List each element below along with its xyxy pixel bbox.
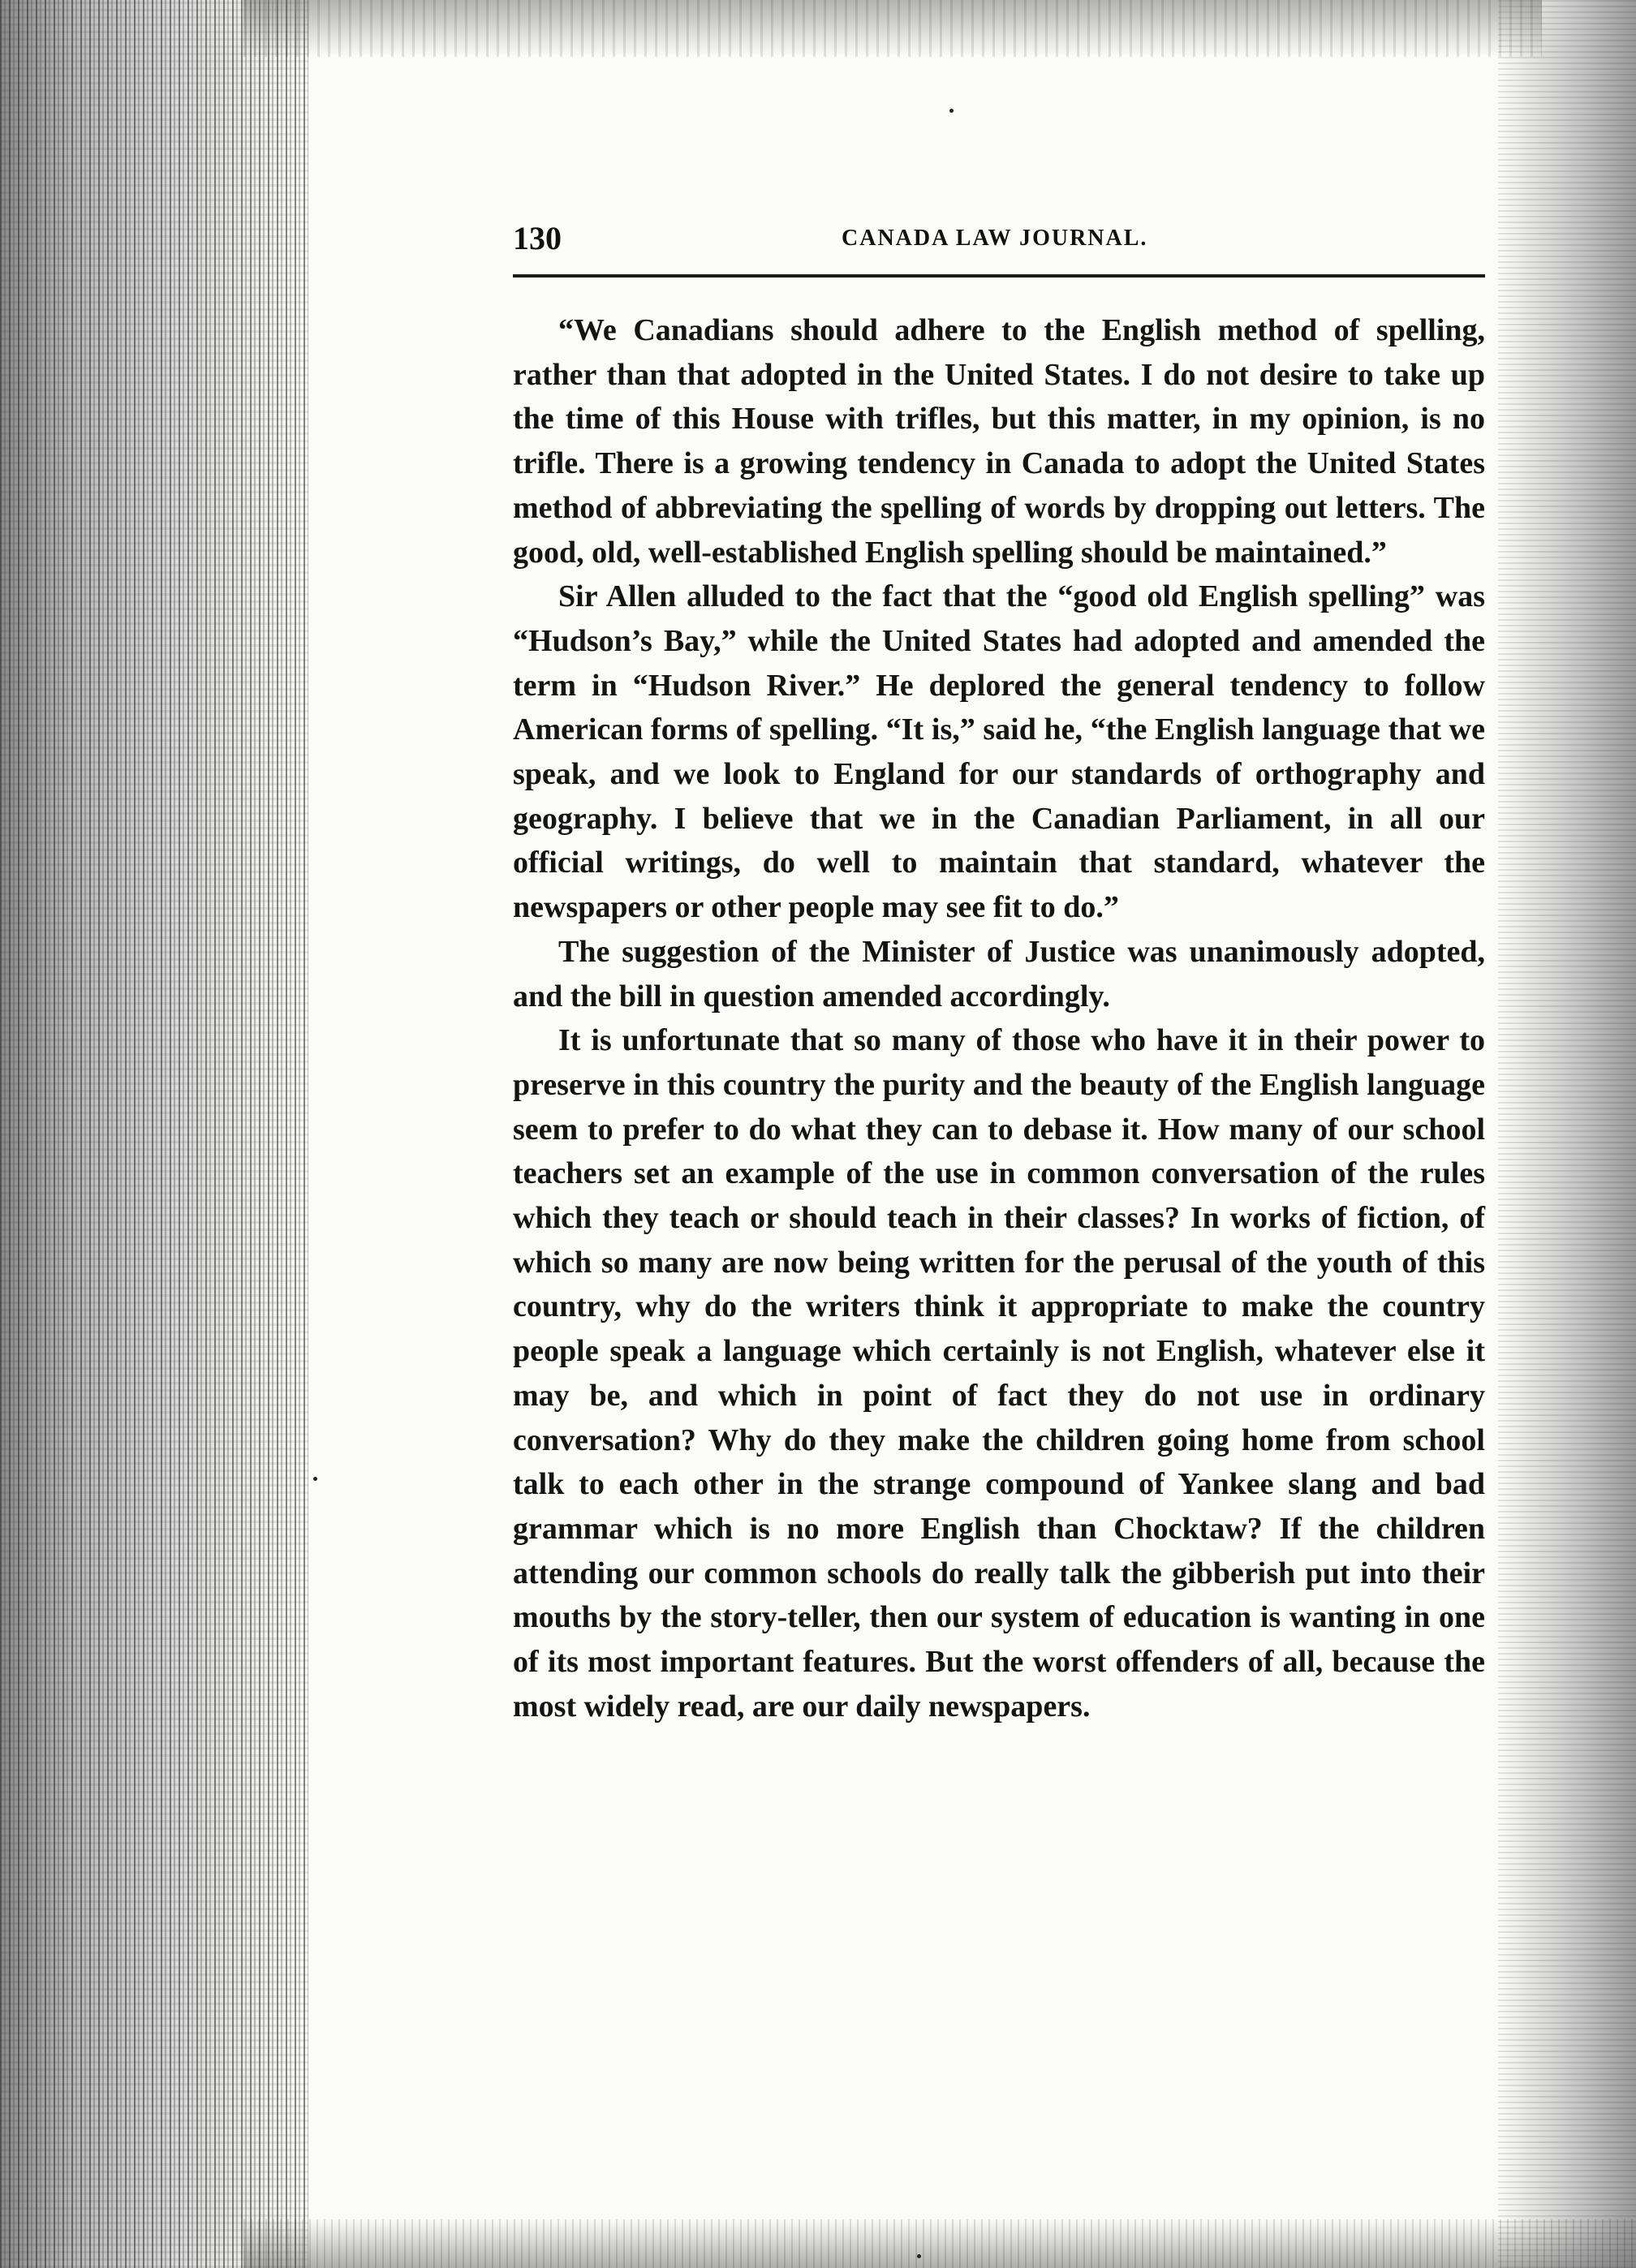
page-number: 130 — [513, 220, 562, 256]
top-edge-shadow — [243, 0, 1542, 57]
right-edge-shadow — [1498, 0, 1636, 2268]
scan-speck — [313, 1477, 317, 1481]
bottom-edge-shadow — [243, 2219, 1636, 2268]
journal-title: CANADA LAW JOURNAL. — [842, 226, 1148, 251]
scan-speck — [949, 109, 954, 113]
paragraph-suggestion: The suggestion of the Minister of Justice was unanimously adopted, and the bill in question amended accordingly. — [513, 934, 1485, 1013]
header-rule — [513, 274, 1485, 278]
binding-gutter-shadow — [0, 0, 308, 2268]
paragraph-quote: “We Canadians should adhere to the English method of spelling, rather than that adopted in the United States. I do not desire to take up the time of this House with trifles, but this matter, in my opinion, is no trifle. There is a growing tendency in Canada to adopt the United States method of abbreviating the spelling of words by dropping out letters. The good, old, well-established English spelling should be maintained.” — [513, 313, 1485, 570]
running-head — [513, 219, 1487, 268]
paragraph-unfortunate: It is unfortunate that so many of those who have it in their power to preserve in this country the purity and the beauty of the English language seem to prefer to do what they can to debase it. How many of our school teachers set an example of the use in common conversation of the rules which they teach or should teach in their classes? In works of fiction, of which so many are now being written for the perusal of the youth of this country, why do the writers think it appropriate to make the country people speak a language which certainly is not English, whatever else it may be, and which in point of fact they do not use in ordinary conversation? Why do they make the children going home from school talk to each other in the strange compound of Yankee slang and bad grammar which is no more English than Chocktaw? If the children attending our common schools do really talk the gibberish put into their mouths by the story-teller, then our system of education is wanting in one of its most important features. But the worst offenders of all, because the most widely read, are our daily newspapers. — [513, 1023, 1485, 1724]
article-body — [513, 308, 1485, 1729]
paragraph-sir-allen: Sir Allen alluded to the fact that the “good old English spelling” was “Hudson’s Bay,” while the United States had adopted and amended the term in “Hudson River.” He deplored the general tendency to follow American forms of spelling. “It is,” said he, “the English language that we speak, and we look to England for our standards of orthography and geography. I believe that we in the Canadian Parliament, in all our official writings, do well to maintain that standard, whatever the newspapers or other people may see fit to do.” — [513, 579, 1485, 925]
scan-speck — [917, 2254, 921, 2258]
